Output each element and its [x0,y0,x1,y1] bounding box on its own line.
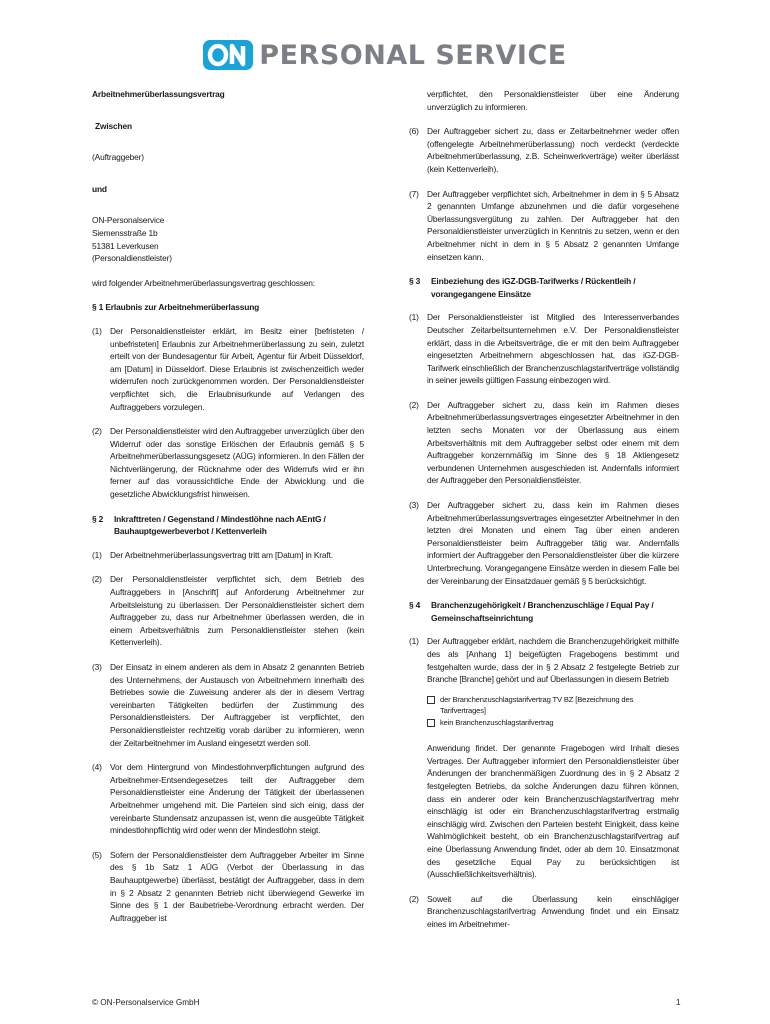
clause-text: Der Personaldienstleister erklärt, im Besitz einer [befristeten / unbefristeten] Erlaubnis zur Arbeitnehmerüberlassung zu sein, zuletzt erteilt von der Bundesagentur für Arbeit, Agentur für Arbeit Düsseldorf, am [Datum] in Düsseldorf. Diese Erlaubnis ist zwischenzeitlich weder widerrufen noch zurückgenommen worden. Der Personaldienstleister verpflichtet sich, die Erlaubnisurkunde auf Verlangen des Auftraggebers vorzulegen. [110,325,364,412]
clause [409,893,679,931]
tariff-option-row [427,694,679,717]
clause [92,761,364,837]
page-number: 1 [676,998,681,1007]
clause-number: (2) [92,574,102,585]
clause [409,125,679,175]
clause-number: (1) [409,636,419,647]
section-2-heading [92,513,364,538]
client-label: (Auftraggeber) [92,152,144,163]
clause-text: Der Arbeitnehmerüberlassungsvertrag tritt am [Datum] in Kraft. [110,549,333,560]
clause [92,549,364,562]
clause-number: (3) [92,662,102,672]
clause-text: Der Personaldienstleister wird den Auftraggeber unverzüglich über den Widerruf oder das sonstige Erlöschen der Erlaubnis gemäß § 5 Arbeitnehmerüberlassungsgesetz (AÜG) informieren. In den Fällen der Nichtverlängerung, der Rücknahme oder des Widerrufs wird er ihn ferner auf das voraussichtliche Ende der Abwicklung und die gesetzliche Abwicklungsfrist hinweisen. [110,426,364,500]
section-number: § 3 [409,276,421,287]
clause [409,499,679,587]
section-heading-text: Branchenzugehörigkeit / Branchenzuschläge / Equal Pay / Gemeinschaftseinrichtung [431,600,654,623]
section-3-heading [409,275,679,300]
clause [92,661,364,749]
section-heading-text: § 1 Erlaubnis zur Arbeitnehmerüberlassung [92,302,260,313]
clause-text: Der Auftraggeber verpflichtet sich, Arbeitnehmer in dem in § 5 Absatz 2 genannten Umfange abzunehmen und die dafür vorgesehene Überlassungsvergütung zu zahlen. Der Auftraggeber hat den Personaldienstleister unverzüglich in Kenntnis zu setzen, wenn er den Arbeitnehmer nicht in dem in § 5 Absatz 2 genannten Umfange einsetzen kann. [427,188,679,262]
section-heading-text: Inkrafttreten / Gegenstand / Mindestlöhne nach AEntG / Bauhauptgewerbeverbot / Kettenverleih [114,513,326,537]
on-logo-icon [203,40,253,70]
clause-number: (2) [409,893,419,904]
clause [409,188,679,264]
on-logo-mark [203,40,253,70]
section-number: § 2 [92,513,104,524]
footer-copyright: © ON-Personalservice GmbH [92,998,200,1007]
clause [409,311,679,387]
clause-number: (2) [92,426,102,437]
provider-address [92,214,364,264]
clause-number: (3) [409,500,419,511]
section-number: § 4 [409,600,421,611]
company-logo [0,38,770,72]
address-line: Siemensstraße 1b [92,227,158,238]
clause-continuation: verpflichtet, den Personaldienstleister über eine Änderung unverzüglich zu informieren. [427,89,679,112]
address-line: 51381 Leverkusen [92,240,159,251]
tariff-option-row [427,717,679,729]
clause-text: Der Auftraggeber sichert zu, dass kein im Rahmen dieses Arbeitnehmerüberlassungsvertrages eingesetzter Arbeitnehmer in den letzten drei Monaten und einem Tag über einen anderen Personaldienstleister beim Auftraggeber tätig war. Andernfalls informiert der Auftraggeber den Personaldienstleister über die kürzere Unterbrechung. Vorangegangene Einsätze werden in diesem Falle bei der Vereinbarung der Einsatzdauer gemäß § 5 berücksichtigt. [427,500,679,586]
clause-text: Der Einsatz in einem anderen als dem in Absatz 2 genannten Betrieb des Unternehmens, der Austausch von Arbeitnehmern innerhalb des Betriebes sowie die Zuweisung anderer als der in diesem Vertrag vereinbarten Tätigkeiten bedürfen der Zustimmung des Personaldienstleisters. Der Auftraggeber ist verpflichtet, den Personaldienstleister rechtzeitig vorab darüber zu informieren, wenn der Zeitarbeitnehmer im Ausland eingesetzt werden soll. [110,662,364,748]
clause-number: (4) [92,762,102,773]
clause-number: (1) [92,549,102,560]
logo-text: PERSONAL SERVICE [259,39,567,71]
tariff-checkbox[interactable] [427,696,435,704]
clause-text: Der Personaldienstleister ist Mitglied des Interessenverbandes Deutscher Zeitarbeitsunternehmen e.V. Der Personaldienstleister erklärt, dass in die Arbeitsverträge, die er mit den beim Auftraggeber eingesetzten Arbeitnehmern abgeschlossen hat, das iGZ-DGB-Tarifwerk einschließlich der Branchenzuschlagstarifverträge vollständig in seiner jeweils gültigen Fassung einbezogen wird. [427,312,679,386]
clause-number: (2) [409,399,419,410]
section-1-heading [92,301,364,314]
contract-title: Arbeitnehmerüberlassungsvertrag [92,89,225,99]
clause [409,635,679,685]
clause-text: Der Auftraggeber sichert zu, dass kein im Rahmen dieses Arbeitnehmerüberlassungsvertrages eingesetzter Arbeitnehmer in den letzten sechs Monaten vor der Überlassung aus einem Arbeitsverhältnis mit dem Auftraggeber selbst oder einem mit dem Auftraggeber konzernmäßig im Sinne des § 18 Aktiengesetz verbundenen Unternehmen ausgeschieden ist. Andernfalls informiert der Auftraggeber den Personaldienstleister. [427,399,679,486]
checkbox-label: der Branchenzuschlagstarifvertrag TV BZ [Bezeichnung des Tarifvertrages] [440,694,634,716]
address-line: ON-Personalservice [92,215,165,226]
and-label: und [92,183,107,194]
section-heading-text: Einbeziehung des iGZ-DGB-Tarifwerks / Rückentleih / vorangegangene Einsätze [431,276,636,299]
clause-text: Sofern der Personaldienstleister dem Auftraggeber Arbeiter im Sinne des § 1b Satz 1 AÜG (Verbot der Überlassung in das Bauhauptgewerbe) überlässt, bestätigt der Auftraggeber, dass in dem in § 2 Absatz 2 genannten Betrieb nicht überwiegend Gewerke im Sinne des § 1 der Baubetriebe-Verordnung erbracht werden. Der Auftraggeber ist [110,849,364,923]
between-label: Zwischen [95,120,132,131]
intro-text: wird folgender Arbeitnehmerüberlassungsvertrag geschlossen: [92,277,315,288]
clause [92,325,364,413]
section-4-heading [409,599,679,624]
clause-continuation: Anwendung findet. Der genannte Fragebogen wird Inhalt dieses Vertrages. Der Auftraggeber informiert den Personaldienstleister über Änderungen der branchenmäßigen Zuordnung des in § 2 Absatz 2 festgelegten Betriebs, da solche Änderungen dazu führen können, dass ein anderer oder kein Branchenzuschlagstarifvertrag mehr einschlägig ist oder ein Branchenzuschlagstarifvertrag erstmalig einschlägig wird. Zwischen den Parteien besteht Einigkeit, dass keine Wahlmöglichkeit besteht, ob ein Branchenzuschlagstarifvertrag auf eine Überlassung Anwendung findet, oder ab dem 10. Einsatzmonat des gesetzliche Equal Pay zu berücksichtigen ist (Ausschließlichkeitsverhältnis). [427,743,679,880]
right-column [409,88,679,984]
clause [92,573,364,649]
checkbox-label: kein Branchenzuschlagstarifvertrag [440,717,554,727]
no-tariff-checkbox[interactable] [427,719,435,727]
clause-text: Der Auftraggeber sichert zu, dass er Zeitarbeitnehmer weder offen (offengelegte Arbeitnehmerüberlassung) noch verdeckt (verdeckte Arbeitnehmerüberlassung, z.B. Scheinwerkverträge) weiter überlässt (kein Kettenverleih). [427,126,679,174]
clause-number: (7) [409,188,419,199]
clause-number: (5) [92,849,102,860]
left-column [92,88,364,984]
clause-text: Der Personaldienstleister verpflichtet sich, dem Betrieb des Auftraggebers in [Anschrift] auf Anforderung Arbeitnehmer zur Arbeitsleistung zu überlassen. Der Personaldienstleister sichert dem Auftraggeber zu, dass nur Arbeitnehmer überlassen werden, die in einem Arbeitsverhältnis zum Personaldienstleister stehen (kein Kettenverleih). [110,574,364,648]
clause [92,425,364,501]
clause-text: Soweit auf die Überlassung kein einschlägiger Branchenzuschlagstarifvertrag Anwendung findet und ein Einsatz eines im Arbeitnehmer- [427,893,679,929]
clause-text: Der Auftraggeber erklärt, nachdem die Branchenzugehörigkeit mithilfe des als [Anhang 1] beigefügten Fragebogens bestimmt und festgehalten wurde, dass der in § 2 Absatz 2 festgelegte Betrieb zur Branche [Branche] gehört und auf Überlassungen in diesem Betrieb [427,636,679,685]
clause-text: Vor dem Hintergrund von Mindestlohnverpflichtungen aufgrund des Arbeitnehmer-Entsendegesetzes teilt der Auftraggeber dem Personaldienstleister eine Änderung der Tätigkeit der überlassenen Arbeitnehmer umgehend mit. Die Parteien sind sich einig, dass der vereinbarte Stundensatz anzupassen ist, wenn die ausgeübte Tätigkeit mindestlohnpflichtig wird oder wenn der Mindestlohn steigt. [110,762,364,836]
clause [92,849,364,925]
clause [409,399,679,487]
clause-number: (1) [409,312,419,323]
clause-number: (6) [409,126,419,137]
clause-number: (1) [92,325,102,336]
address-line: (Personaldienstleister) [92,253,172,264]
